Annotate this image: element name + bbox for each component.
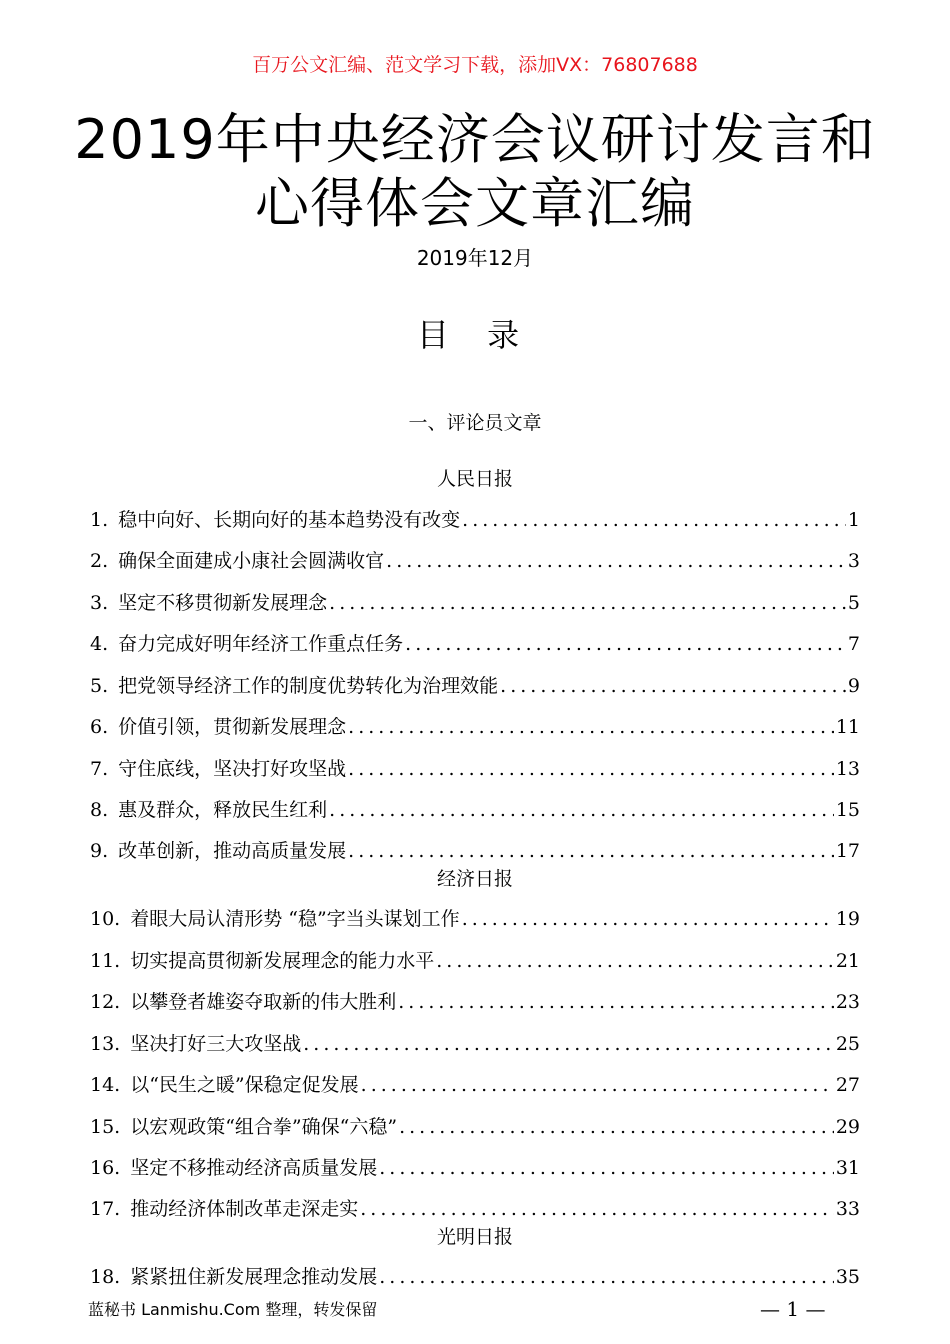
toc-item[interactable] (90, 588, 860, 618)
toc-leader-dots (329, 799, 834, 821)
toc-item-number: 16. (90, 1157, 121, 1179)
toc-leader-dots (329, 592, 846, 614)
toc-leader-dots (379, 1266, 834, 1288)
group-title-guangming: 光明日报 (436, 1226, 513, 1248)
toc-leader-dots (386, 550, 846, 572)
toc-item-title: 推动经济体制改革走深走实 (130, 1198, 359, 1220)
toc-item-page: 13 (835, 758, 860, 780)
toc-item-number: 9. (90, 840, 109, 862)
footer-credit: 蓝秘书 Lanmishu.Com 整理，转发保留 (88, 1300, 378, 1319)
toc-item-title: 以“民生之暖”保稳定促发展 (130, 1074, 359, 1096)
toc-title: 目 录 (416, 316, 534, 354)
toc-item-title: 切实提高贯彻新发展理念的能力水平 (130, 950, 435, 972)
toc-leader-dots (399, 1116, 834, 1138)
toc-item[interactable] (90, 1153, 860, 1183)
toc-item-title: 坚定不移贯彻新发展理念 (118, 592, 328, 614)
toc-item-page: 9 (847, 675, 860, 697)
toc-item-title: 稳中向好、长期向好的基本趋势没有改变 (118, 509, 461, 531)
toc-item-title: 坚决打好三大攻坚战 (130, 1033, 302, 1055)
toc-item[interactable] (90, 795, 860, 825)
toc-item-number: 3. (90, 592, 109, 614)
toc-item-page: 7 (847, 633, 860, 655)
toc-item[interactable] (90, 1194, 860, 1224)
toc-item[interactable] (90, 987, 860, 1017)
toc-item-number: 14. (90, 1074, 121, 1096)
toc-leader-dots (348, 716, 834, 738)
toc-item-page: 3 (847, 550, 860, 572)
header-note: 百万公文汇编、范文学习下载，添加VX：76807688 (252, 54, 698, 76)
toc-item-page: 29 (835, 1116, 860, 1138)
toc-item-title: 把党领导经济工作的制度优势转化为治理效能 (118, 675, 499, 697)
document-date: 2019年12月 (416, 246, 534, 270)
toc-item-page: 21 (835, 950, 860, 972)
toc-item-number: 17. (90, 1198, 121, 1220)
toc-leader-dots (348, 840, 834, 862)
toc-leader-dots (405, 633, 846, 655)
toc-item-page: 27 (835, 1074, 860, 1096)
group-title-jingji: 经济日报 (436, 868, 513, 890)
toc-item[interactable] (90, 671, 860, 701)
toc-item-title: 奋力完成好明年经济工作重点任务 (118, 633, 404, 655)
section-title: 一、评论员文章 (408, 412, 542, 434)
toc-item-title: 惠及群众，释放民生红利 (118, 799, 328, 821)
toc-item-page: 1 (847, 509, 860, 531)
toc-item[interactable] (90, 629, 860, 659)
toc-item-page: 23 (835, 991, 860, 1013)
toc-item[interactable] (90, 1029, 860, 1059)
page-number: — 1 — (760, 1297, 826, 1321)
toc-item-title: 以宏观政策“组合拳”确保“六稳” (130, 1116, 398, 1138)
toc-item-number: 2. (90, 550, 109, 572)
toc-item-page: 19 (835, 908, 860, 930)
toc-item-title: 价值引领，贯彻新发展理念 (118, 716, 347, 738)
toc-item-number: 1. (90, 509, 109, 531)
toc-item-number: 18. (90, 1266, 121, 1288)
toc-leader-dots (379, 1157, 834, 1179)
toc-item-page: 31 (835, 1157, 860, 1179)
toc-leader-dots (361, 1074, 834, 1096)
toc-item-number: 10. (90, 908, 121, 930)
toc-item-page: 11 (835, 716, 860, 738)
toc-item[interactable] (90, 1262, 860, 1292)
group-title-renmin: 人民日报 (436, 468, 513, 490)
toc-leader-dots (398, 991, 834, 1013)
toc-item[interactable] (90, 505, 860, 535)
toc-item-title: 确保全面建成小康社会圆满收官 (118, 550, 385, 572)
toc-leader-dots (462, 908, 834, 930)
document-title: 2019年中央经济会议研讨发言和心得体会文章汇编 (74, 108, 876, 235)
toc-leader-dots (500, 675, 846, 697)
toc-item-title: 改革创新，推动高质量发展 (118, 840, 347, 862)
toc-item-number: 13. (90, 1033, 121, 1055)
toc-item-number: 15. (90, 1116, 121, 1138)
toc-item[interactable] (90, 946, 860, 976)
toc-item-number: 11. (90, 950, 121, 972)
toc-leader-dots (360, 1198, 834, 1220)
toc-item[interactable] (90, 836, 860, 866)
toc-item[interactable] (90, 546, 860, 576)
toc-item[interactable] (90, 904, 860, 934)
toc-item-number: 8. (90, 799, 109, 821)
toc-item[interactable] (90, 754, 860, 784)
toc-item-page: 35 (835, 1266, 860, 1288)
toc-item-page: 33 (835, 1198, 860, 1220)
toc-item[interactable] (90, 1070, 860, 1100)
toc-item-page: 5 (847, 592, 860, 614)
toc-item-title: 以攀登者雄姿夺取新的伟大胜利 (130, 991, 397, 1013)
toc-leader-dots (462, 509, 846, 531)
toc-item-page: 25 (835, 1033, 860, 1055)
toc-item-number: 5. (90, 675, 109, 697)
toc-item-number: 7. (90, 758, 109, 780)
toc-leader-dots (436, 950, 834, 972)
toc-item[interactable] (90, 1112, 860, 1142)
toc-item[interactable] (90, 712, 860, 742)
toc-item-number: 6. (90, 716, 109, 738)
toc-leader-dots (348, 758, 834, 780)
toc-item-number: 4. (90, 633, 109, 655)
toc-item-page: 17 (835, 840, 860, 862)
toc-leader-dots (303, 1033, 834, 1055)
toc-item-title: 坚定不移推动经济高质量发展 (130, 1157, 378, 1179)
toc-item-page: 15 (835, 799, 860, 821)
toc-item-number: 12. (90, 991, 121, 1013)
toc-item-title: 紧紧扭住新发展理念推动发展 (130, 1266, 378, 1288)
toc-item-title: 守住底线，坚决打好攻坚战 (118, 758, 347, 780)
toc-item-title: 着眼大局认清形势 “稳”字当头谋划工作 (130, 908, 460, 930)
